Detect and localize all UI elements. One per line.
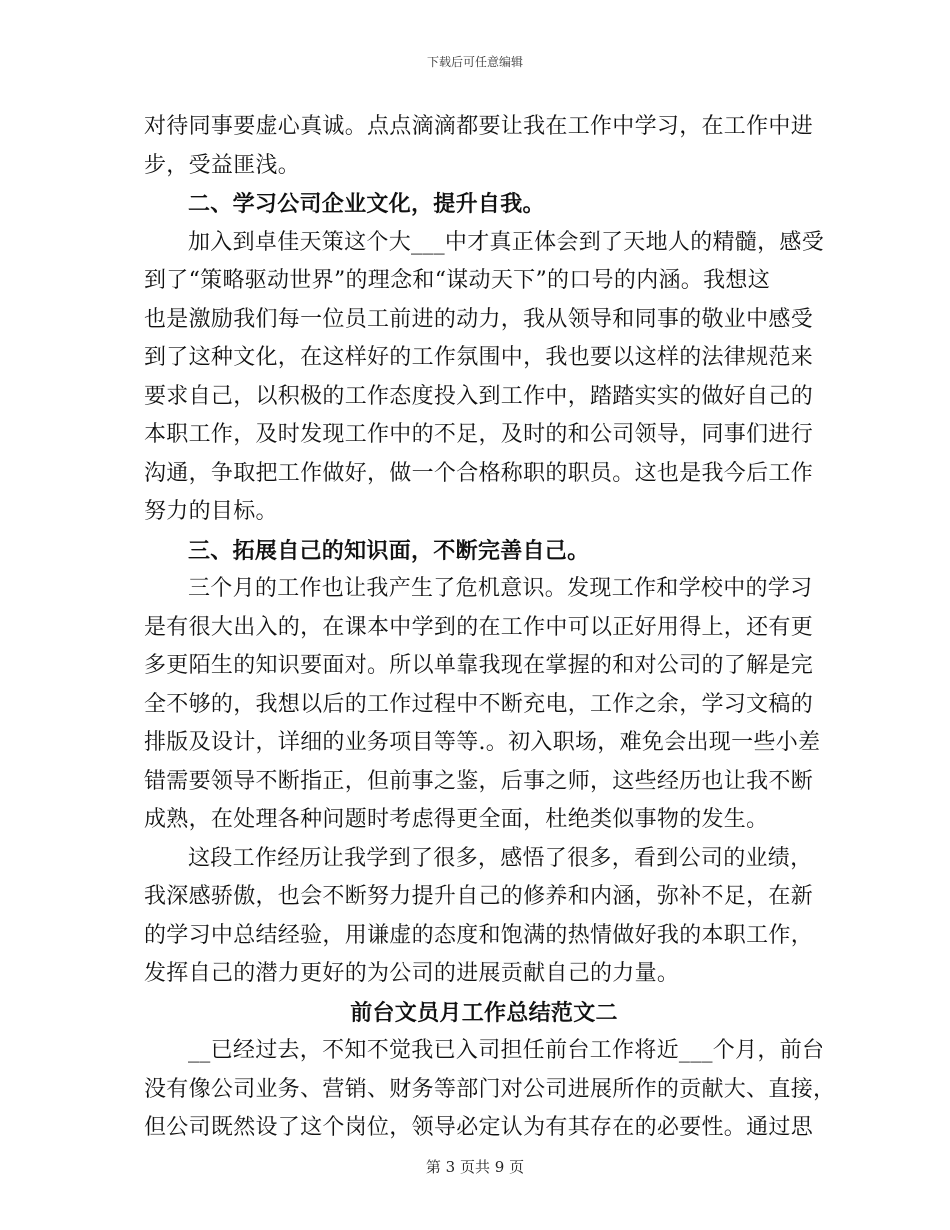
paragraph-line: 我深感骄傲，也会不断努力提升自己的修养和内涵，弥补不足，在新 [144,884,814,909]
paragraph-line: 但公司既然设了这个岗位，领导必定认为有其存在的必要性。通过思 [144,1115,814,1140]
paragraph-line: 努力的目标。 [144,499,278,524]
page-footer: 第 3 页共 9 页 [425,1158,525,1176]
paragraph-line: 本职工作，及时发现工作中的不足，及时的和公司领导，同事们进行 [144,422,814,447]
page-header: 下载后可任意编辑 [426,55,523,69]
paragraph-line: 三个月的工作也让我产生了危机意识。发现工作和学校中的学习 [188,576,813,601]
paragraph-line: 全不够的，我想以后的工作过程中不断充电，工作之余，学习文稿的 [144,691,814,717]
paragraph-line: 多更陌生的知识要面对。所以单靠我现在掌握的和对公司的了解是完 [144,653,814,678]
section-heading: 二、学习公司企业文化，提升自我。 [188,191,545,217]
paragraph-line: 发挥自己的潜力更好的为公司的进展贡献自己的力量。 [144,961,680,986]
paragraph-line: 这段工作经历让我学到了很多，感悟了很多，看到公司的业绩， [188,845,813,871]
paragraph-line: 也是激励我们每一位员工前进的动力，我从领导和同事的敬业中感受 [144,306,814,332]
paragraph-line: 没有像公司业务、营销、财务等部门对公司进展所作的贡献大、直接， [144,1076,836,1102]
paragraph-line: 加入到卓佳天策这个大___中才真正体会到了天地人的精髓，感受 [188,229,825,255]
paragraph-line: 步，受益匪浅。 [144,152,301,178]
section-heading: 三、拓展自己的知识面，不断完善自己。 [188,537,590,564]
paragraph-line: 排版及设计，详细的业务项目等等.。初入职场，难免会出现一些小差 [144,730,821,755]
paragraph-line: __已经过去，不知不觉我已入司担任前台工作将近___个月，前台 [188,1038,825,1063]
paragraph-line: 错需要领导不断指正，但前事之鉴，后事之师，这些经历也让我不断 [144,768,814,794]
paragraph-line: 成熟，在处理各种问题时考虑得更全面，杜绝类似事物的发生。 [144,807,769,832]
paragraph-line: 沟通，争取把工作做好，做一个合格称职的职员。这也是我今后工作 [144,460,814,486]
document-body [144,108,836,1148]
paragraph-line: 是有很大出入的，在课本中学到的在工作中可以正好用得上，还有更 [144,614,814,640]
paragraph-line: 的学习中总结经验，用谦虚的态度和饱满的热情做好我的本职工作， [144,922,814,948]
paragraph-line: 到了“策略驱动世界”的理念和“谋动天下”的口号的内涵。我想这 [144,268,770,293]
paragraph-line: 对待同事要虚心真诚。点点滴滴都要让我在工作中学习，在工作中进 [144,114,814,139]
paragraph-line: 到了这种文化，在这样好的工作氛围中，我也要以这样的法律规范来 [144,345,814,370]
article-title: 前台文员月工作总结范文二 [350,999,618,1026]
paragraph-line: 要求自己，以积极的工作态度投入到工作中，踏踏实实的做好自己的 [144,383,814,409]
